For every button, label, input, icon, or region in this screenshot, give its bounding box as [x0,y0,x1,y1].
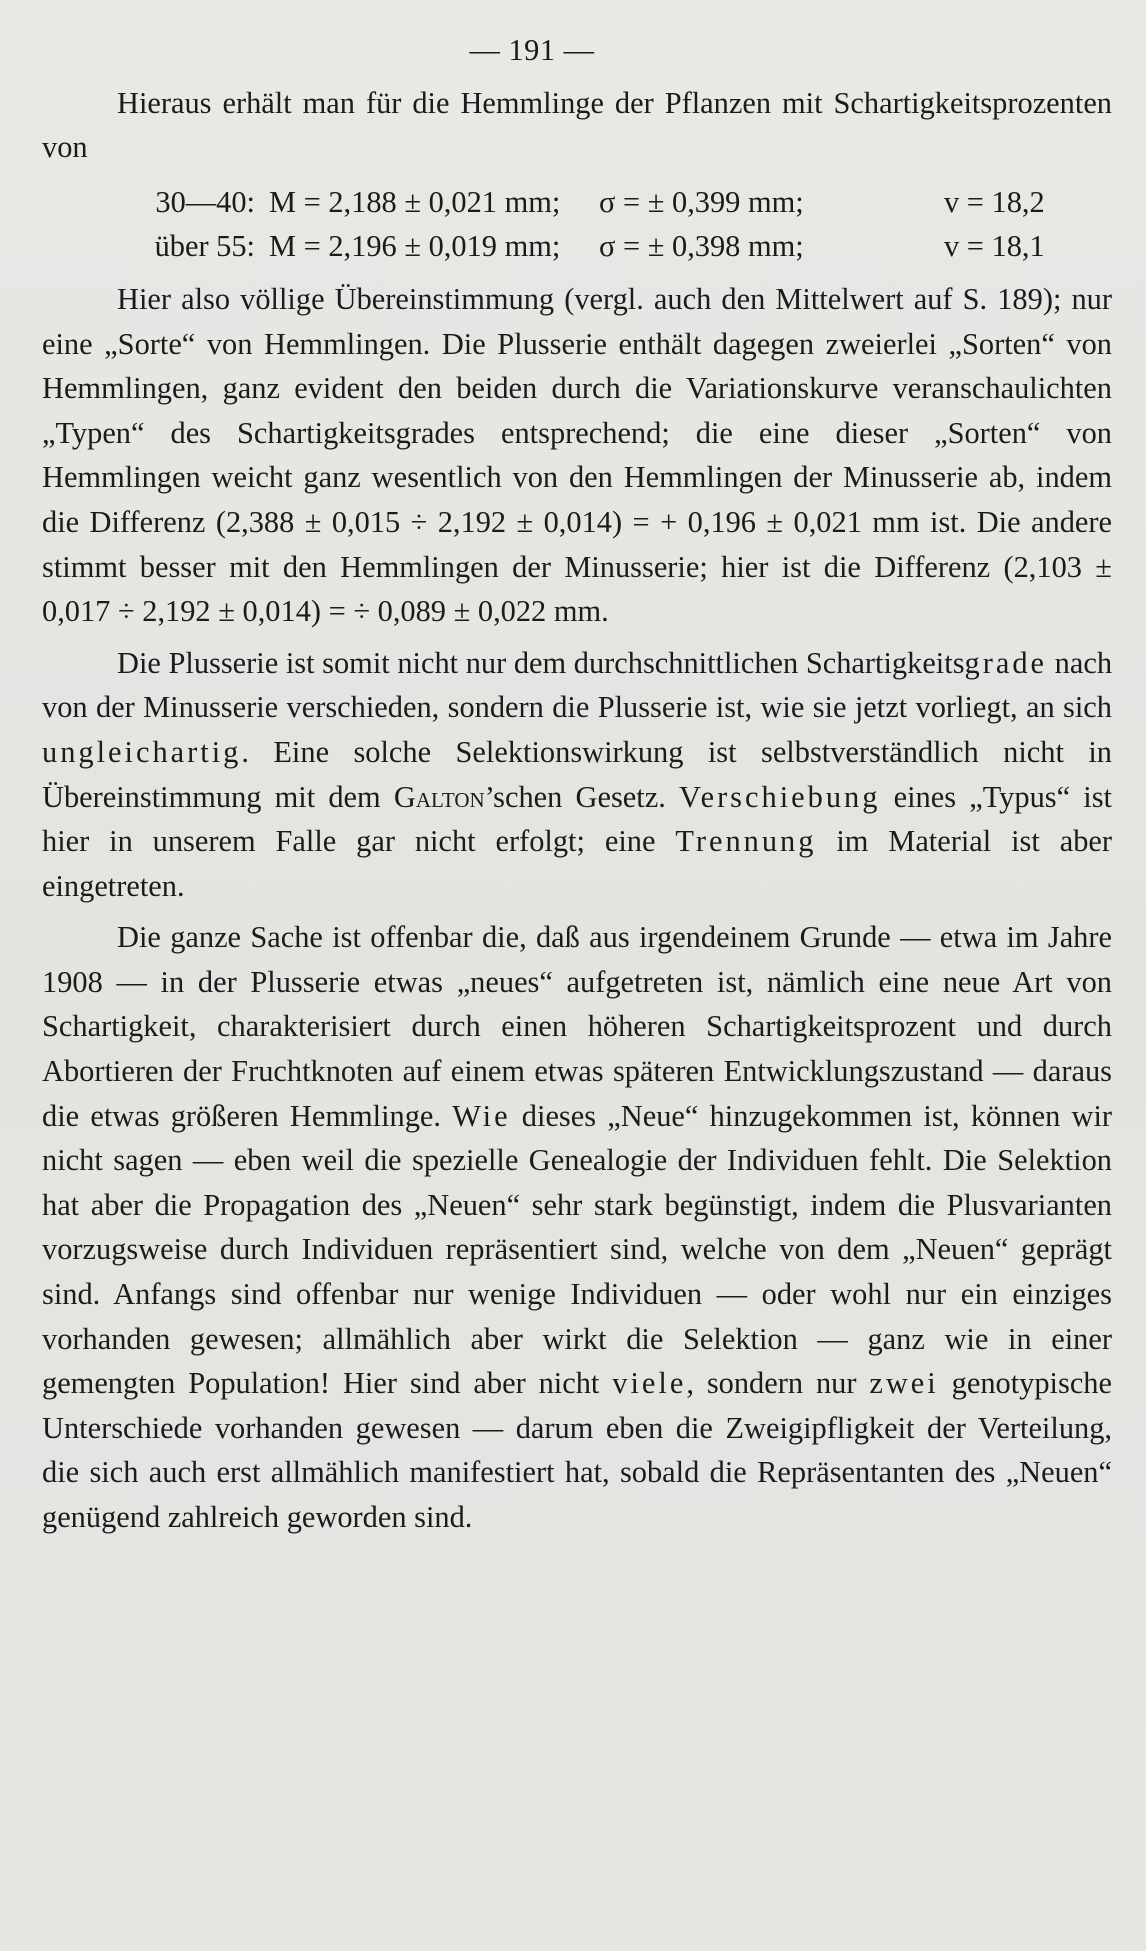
formula-mean: M = 2,188 ± 0,021 mm; [269,184,561,219]
emphasis-text: grade [964,645,1048,680]
formula-line-30-40 [42,180,1112,225]
emphasis-text: ungleichartig [42,734,242,769]
text-run: nach von der Minusserie verschieden, sondern die Plusserie ist, wie sie jetzt vorliegt, an sich [42,645,1113,725]
text-run: Die Plusserie ist somit nicht nur dem durchschnittlichen Schartigkeits [117,645,965,680]
formula-label: über 55: [154,229,255,264]
paragraph-agreement: Hier also völlige Übereinstimmung (vergl. auch den Mittelwert auf S. 189); nur eine „Sorte“ von Hemmlingen. Die Plusserie enthält dagegen zweierlei „Sorten“ von Hemmlingen, ganz evident den beiden durch die Variationskurve veranschaulichten „Typen“ des Schartigkeitsgrades entsprechend; die eine dieser „Sorten“ von Hemmlingen weicht ganz wesentlich von den Hemmlingen der Minusserie ab, indem die Differenz (2,388 ± 0,015 ÷ 2,192 ± 0,014) = + 0,196 ± 0,021 mm ist. Die andere stimmt besser mit den Hemmlingen der Minusserie; hier ist die Differenz (2,103 ± 0,017 ÷ 2,192 ± 0,014) = ÷ 0,089 ± 0,022 mm. [42,281,1112,629]
text-run: . Eine solche Selektionswirkung ist selbstverständlich nicht in Übereinstimmung mit dem [42,734,1112,814]
text-run: im Material ist aber eingetreten. [42,824,1113,903]
paragraph-intro: Hieraus erhält man für die Hemmlinge der Pflanzen mit Schartigkeitsprozenten von [42,85,1112,165]
page-number: — 191 — [469,33,595,67]
formula-variation: v = 18,1 [944,229,1045,264]
formula-sigma: σ = ± 0,399 mm; [599,184,804,219]
emphasis-text: Trennung [675,824,817,859]
paragraph-explanation [42,915,1112,1539]
paragraph-plusserie [42,641,1112,909]
formula-variation: v = 18,2 [944,184,1045,219]
text-run: dieses „Neue“ hinzugekommen ist, können wir nicht sagen — eben weil die spezielle Genealogie der Individuen fehlt. Die Selektion hat aber die Propagation des „Neuen“ sehr stark begünstigt, indem die Plusvarianten vorzugsweise durch Individuen repräsentiert sind, welche von dem „Neuen“ geprägt sind. Anfangs sind offenbar nur wenige Individuen — oder wohl nur ein einziges vorhanden gewesen; allmählich aber wirkt die Selektion — ganz wie in einer gemengten Population! Hier sind aber nicht [42,1098,1113,1401]
page-text [42,28,1112,1540]
text-run: , sondern nur [686,1366,870,1401]
formula-line-over-55 [42,224,1112,269]
emphasis-text: zwei [869,1366,939,1401]
formula-sigma: σ = ± 0,398 mm; [599,229,804,264]
formula-mean: M = 2,196 ± 0,019 mm; [269,229,561,264]
emphasis-text: Wie [452,1098,511,1133]
text-run: Die ganze Sache ist offenbar die, daß aus irgendeinem Grunde — etwa im Jahre 1908 — in der Plusserie etwas „neues“ aufgetreten ist, nämlich eine neue Art von Schartigkeit, charakterisiert durch einen höheren Schartigkeitsprozent und durch Abortieren der Fruchtknoten auf einem etwas späteren Entwicklungszustand — daraus die etwas größeren Hemmlinge. [42,920,1112,1133]
formula-block [42,180,1112,269]
author-name: Galton [393,779,485,814]
emphasis-text: viele [612,1366,687,1401]
formula-label: 30—40: [155,184,255,219]
text-run: ’schen Gesetz. [484,779,679,814]
text-run: eines „Typus“ ist hier in unserem Falle gar nicht erfolgt; eine [42,779,1112,859]
emphasis-text: Verschiebung [679,779,881,814]
text-run: genotypische Unterschiede vorhanden gewesen — darum eben die Zweigipfligkeit der Verteilung, die sich auch erst allmählich manifestiert hat, sobald die Repräsentanten des „Neuen“ genügend zahlreich geworden sind. [42,1366,1112,1534]
